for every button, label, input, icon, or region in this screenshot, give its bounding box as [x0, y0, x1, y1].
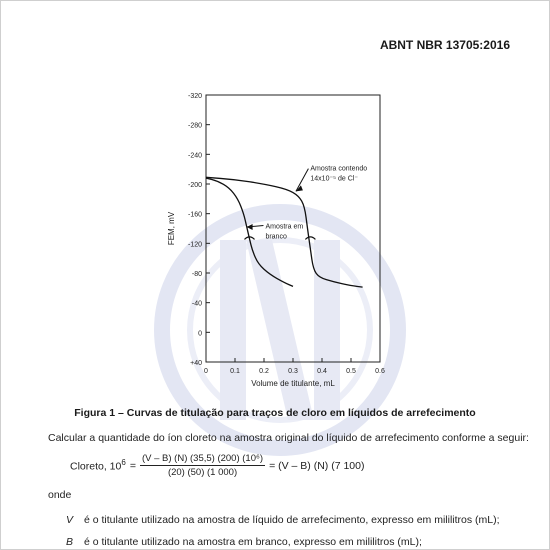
annotation-blank-text: branco [265, 233, 287, 241]
x-tick-label: 0.1 [230, 368, 240, 375]
formula-lhs: Cloreto, $10^6$ [70, 458, 126, 473]
definition-text: é o titulante utilizado na amostra em branco, expresso em mililitros (mL); [84, 536, 422, 548]
x-tick-label: 0.2 [259, 368, 269, 375]
x-tick-label: 0.6 [375, 368, 385, 375]
x-axis-label: Volume de titulante, mL [251, 379, 335, 388]
y-tick-label: -280 [187, 122, 202, 130]
formula-numerator: (V – B) (N) (35,5) (200) (10⁶) [141, 453, 264, 464]
x-tick-label: 0.5 [346, 368, 356, 375]
annotation-sample-text: Amostra contendo [310, 165, 368, 173]
x-tick-label: 0.4 [317, 368, 327, 375]
definition-var: V [66, 514, 74, 526]
standard-code: ABNT NBR 13705:2016 [379, 38, 510, 52]
definition-var: B [66, 536, 74, 548]
equivalence-mark-1 [305, 237, 315, 240]
y-tick-label: 0 [198, 330, 202, 338]
annotation-sample-arrowhead [296, 185, 303, 191]
figure-caption: Figura 1 – Curvas de titulação para traços de cloro em líquidos de arrefecimento [74, 407, 476, 419]
y-tick-label: -200 [187, 182, 202, 189]
y-tick-label: -320 [187, 93, 202, 100]
formula-denominator: (20) (50) (1 000) [167, 467, 238, 478]
y-axis-label: FEM, mV [167, 211, 176, 246]
x-tick-label: 0 [204, 368, 208, 375]
annotation-sample-text: 14x10⁻⁵ de Cl⁻ [310, 175, 359, 183]
series-line-1 [206, 177, 363, 287]
y-tick-label: -80 [191, 271, 202, 278]
instruction-paragraph: Calcular a quantidade do íon cloreto na amostra original do líquido de arrefecimento conforme a seguir: [48, 432, 529, 444]
onde-label: onde [48, 489, 72, 501]
annotation-sample-arrow [296, 169, 309, 192]
definition-b [66, 536, 422, 548]
formula-rhs: = (V – B) (N) (7 100) [269, 459, 365, 472]
y-tick-label: -160 [187, 211, 202, 219]
y-tick-label: -120 [187, 241, 202, 249]
annotation-blank-text: Amostra em [265, 223, 304, 231]
formula-fraction [140, 453, 265, 478]
definition-text: é o titulante utilizado na amostra de líquido de arrefecimento, expresso em mililitros (mL); [84, 514, 500, 526]
formula-equals: = [129, 459, 136, 472]
x-tick-label: 0.3 [288, 368, 298, 375]
y-tick-label: -40 [191, 300, 202, 308]
series-line-0 [206, 178, 293, 286]
y-tick-label: +40 [190, 360, 202, 367]
y-tick-label: -240 [187, 152, 202, 160]
definition-v [66, 514, 500, 526]
titration-chart [160, 85, 395, 395]
chloride-formula [70, 453, 364, 478]
